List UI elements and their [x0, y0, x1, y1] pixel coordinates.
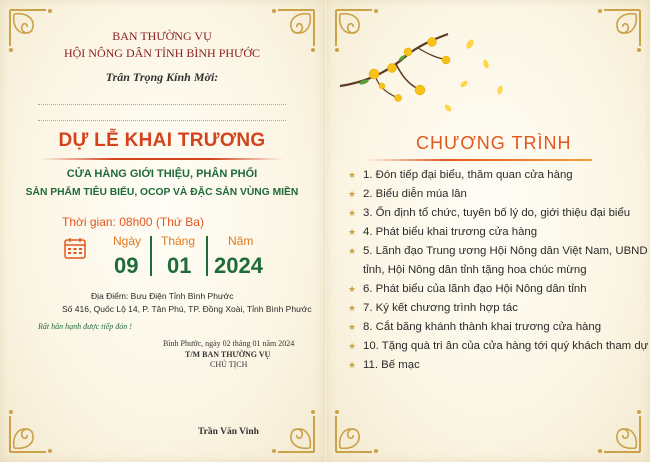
event-venue: Địa Điểm: Bưu Điện Tỉnh Bình Phước [91, 291, 234, 301]
star-bullet-icon: ★ [348, 322, 357, 332]
star-bullet-icon: ★ [348, 227, 357, 237]
star-bullet-icon: ★ [348, 341, 357, 351]
day-label: Ngày [113, 234, 142, 248]
year-value: 2024 [214, 253, 263, 278]
event-address: Số 416, Quốc Lộ 14, P. Tân Phú, TP. Đồng Xoài, Tỉnh Bình Phước [62, 304, 312, 314]
org-line-2: HỘI NÔNG DÂN TỈNH BÌNH PHƯỚC [63, 46, 261, 60]
program-title: CHƯƠNG TRÌNH [416, 133, 572, 153]
star-bullet-icon: ★ [348, 303, 357, 313]
event-title: DỰ LỄ KHAI TRƯƠNG [58, 130, 266, 151]
name-blank-line [38, 120, 286, 121]
ornament-corner-icon [588, 400, 644, 456]
star-bullet-icon: ★ [348, 208, 357, 218]
star-bullet-icon: ★ [348, 189, 357, 199]
invitation-right-panel: CHƯƠNG TRÌNH ★ 1. Đón tiếp đại biểu, thăm quan cửa hàng ★ 2. Biểu diễn múa lân ★ 3. Ổn định tổ chức, tuyên bố lý do, giới thiệu đại biểu ★ 4. Phát biểu khai trương cửa hàng ★ 5. Lãnh đạo Trung ương Hội Nông dân Việt Nam, UBND tỉnh, Hội Nông dân tỉnh tặng hoa chúc mừng ★ 6. Phát biểu của lãnh đạo Hội Nông dân tỉnh ★ 7. Ký kết chương trình hợp tác ★ 8. Cắt băng khánh thành khai trương cửa hàng ★ 10. Tặng quà tri ân của cửa hàng tới quý khách tham dự ★ 11. Bế mạc [326, 0, 650, 462]
signature-title: CHỦ TỊCH [210, 360, 248, 369]
calendar-icon [64, 237, 86, 259]
star-bullet-icon: ★ [348, 284, 357, 294]
month-value: 01 [167, 253, 192, 278]
ornament-corner-icon [332, 400, 388, 456]
place-date: Bình Phước, ngày 02 tháng 01 năm 2024 [163, 339, 295, 348]
date-separator [206, 236, 208, 276]
subtitle-line-2: SẢN PHẨM TIÊU BIỂU, OCOP VÀ ĐẶC SẢN VÙNG MIỀN [25, 187, 299, 198]
greeting: Trân Trọng Kính Mời: [105, 70, 219, 84]
month-label: Tháng [161, 234, 196, 248]
ornament-corner-icon [588, 6, 644, 62]
event-time: Thời gian: 08h00 (Thứ Ba) [62, 215, 204, 229]
apricot-blossom-branch-icon [336, 28, 516, 118]
title-divider [40, 158, 284, 160]
name-blank-line [38, 104, 286, 105]
org-line-1: BAN THƯỜNG VỤ [112, 29, 212, 43]
welcome-note: Rất hân hạnh được tiếp đón ! [38, 322, 132, 331]
program-title-divider [366, 159, 592, 161]
day-value: 09 [114, 253, 139, 278]
star-bullet-icon: ★ [348, 170, 357, 180]
year-label: Năm [228, 234, 254, 248]
invitation-left-panel [0, 0, 324, 462]
star-bullet-icon: ★ [348, 360, 357, 370]
ornament-corner-icon [262, 400, 318, 456]
signer-name: Trần Văn Vinh [198, 427, 259, 437]
ornament-corner-icon [6, 400, 62, 456]
date-separator [150, 236, 152, 276]
signature-org: T/M BAN THƯỜNG VỤ [185, 350, 271, 359]
star-bullet-icon: ★ [348, 246, 357, 256]
subtitle-line-1: CỬA HÀNG GIỚI THIỆU, PHÂN PHỐI [66, 168, 258, 180]
